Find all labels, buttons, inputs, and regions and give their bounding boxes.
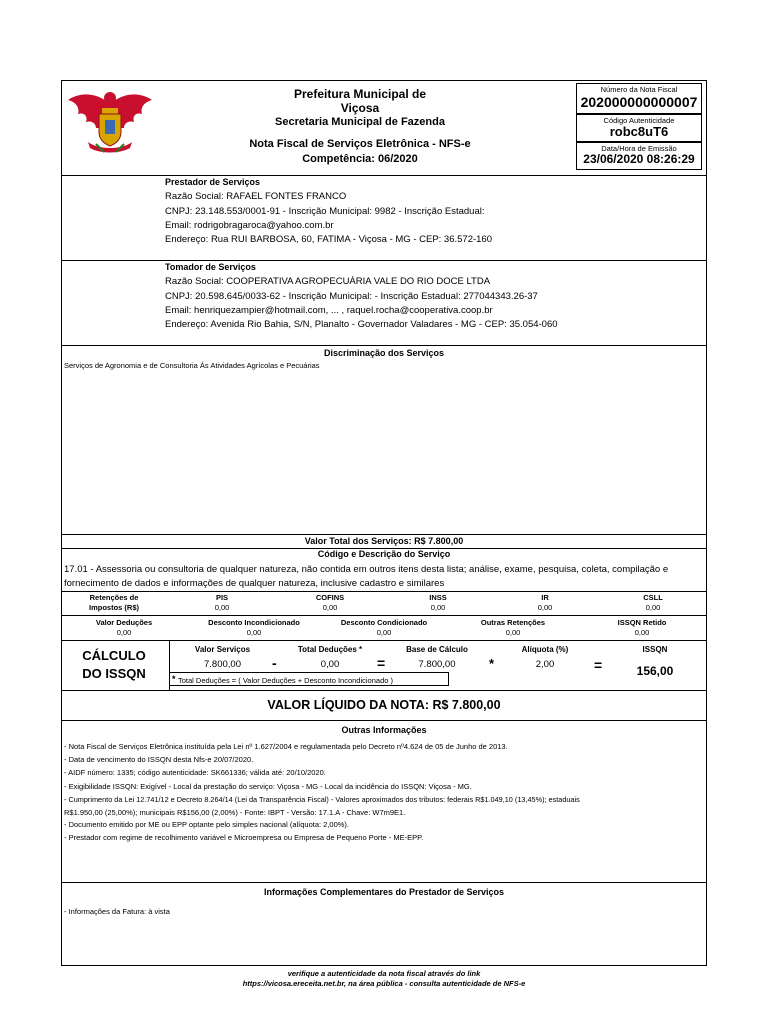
issqn-retido-label: ISSQN Retido: [617, 618, 667, 627]
footer-link[interactable]: https://vicosa.ereceita.net.br, na área pública - consulta autenticidade de NFS-e: [242, 979, 526, 988]
note-box: [169, 672, 449, 686]
codigo-autenticidade-box: [576, 114, 702, 142]
competencia: Competência: 06/2020: [302, 153, 418, 165]
valor-deducoes-label: Valor Deduções: [95, 618, 153, 627]
outras-info-line: - Documento emitido por ME ou EPP optante pelo simples nacional (alíquota: 2,00%).: [64, 820, 350, 829]
equals-operator: =: [594, 657, 603, 673]
valor-servicos-label: Valor Serviços: [194, 645, 251, 654]
tomador-razao: Razão Social: COOPERATIVA AGROPECUÁRIA VALE DO RIO DOCE LTDA: [165, 276, 491, 287]
base-calculo-label: Base de Cálculo: [406, 645, 468, 654]
outras-info-line: - Nota Fiscal de Serviços Eletrônica instituída pela Lei nº 1.627/2004 e regulamentada pelo Decreto nº4.624 de 05 de Junho de 2013.: [64, 742, 508, 751]
tomador-email: Email: henriquezampier@hotmail.com, ... , raquel.rocha@cooperativa.coop.br: [165, 305, 493, 316]
outras-info-line: - Prestador com regime de recolhimento variável e Microempresa ou Empresa de Pequeno Porte - ME-EPP.: [64, 833, 424, 842]
calculo-title: CÁLCULO: [82, 648, 146, 663]
codigo-servico-line2: fornecimento de dados e informações de qualquer natureza, inclusive cadastro e similares: [64, 578, 445, 589]
divider: [61, 534, 707, 535]
issqn-retido-value: 0,00: [634, 628, 650, 637]
numero-nota-label: Número da Nota Fiscal: [600, 85, 678, 94]
valor-total-servicos: Valor Total dos Serviços: R$ 7.800,00: [304, 536, 464, 546]
outras-info-line: - AIDF número: 1335; código autenticidade: SK661336; válida até: 20/10/2020.: [64, 768, 326, 777]
codigo-servico-title: Código e Descrição do Serviço: [317, 549, 451, 559]
ir-value: 0,00: [537, 603, 553, 612]
discriminacao-title: Discriminação dos Serviços: [323, 348, 445, 358]
divider: [61, 345, 707, 346]
codigo-servico-line1: 17.01 - Assessoria ou consultoria de qualquer natureza, não contida em outros itens desta lista; análise, exame, pesquisa, coleta, compilação e: [64, 564, 669, 575]
aliquota-label: Alíquota (%): [521, 645, 569, 654]
discriminacao-text: Serviços de Agronomia e de Consultoria Ás Atividades Agrícolas e Pecuárias: [64, 361, 320, 370]
multiply-operator: *: [489, 656, 495, 671]
numero-nota-value: 202000000000007: [580, 94, 698, 110]
calculo-title: DO ISSQN: [82, 666, 146, 681]
data-emissao-value: 23/06/2020 08:26:29: [583, 152, 695, 166]
total-deducoes-label: Total Deduções *: [297, 645, 363, 654]
prestador-endereco: Endereço: Rua RUI BARBOSA, 60, FATIMA - Viçosa - MG - CEP: 36.572-160: [165, 234, 493, 245]
tomador-endereco: Endereço: Avenida Rio Bahia, S/N, Planalto - Governador Valadares - MG - CEP: 35.054-060: [165, 319, 558, 330]
divider: [61, 260, 707, 261]
city-name: Viçosa: [340, 101, 380, 115]
prestador-email: Email: rodrigobragaroca@yahoo.com.br: [165, 220, 334, 231]
pis-label: PIS: [215, 593, 229, 602]
outras-info-line: - Cumprimento da Lei 12.741/12 e Decreto 8.264/14 (Lei da Transparência Fiscal) - Valores aproximados dos tributos: federais R$1.049,10 (13,45%); estaduais: [64, 795, 580, 804]
pis-value: 0,00: [214, 603, 230, 612]
divider: [61, 615, 707, 616]
prefeitura-title: Prefeitura Municipal de: [293, 87, 427, 101]
codigo-autenticidade-value: robc8uT6: [609, 124, 669, 139]
outras-informacoes-title: Outras Informações: [341, 725, 427, 735]
document-title: Nota Fiscal de Serviços Eletrônica - NFS-e: [249, 138, 471, 150]
minus-operator: -: [272, 655, 277, 671]
outras-info-line: - Data de vencimento do ISSQN desta Nfs-e 20/07/2020.: [64, 755, 254, 764]
valor-deducoes-value: 0,00: [116, 628, 132, 637]
cofins-label: COFINS: [315, 593, 345, 602]
divider: [61, 591, 707, 592]
numero-nota-box: [576, 83, 702, 114]
divider: [61, 882, 707, 883]
csll-value: 0,00: [645, 603, 661, 612]
csll-label: CSLL: [643, 593, 663, 602]
valor-liquido-nota: VALOR LÍQUIDO DA NOTA: R$ 7.800,00: [267, 698, 501, 712]
outras-retencoes-value: 0,00: [505, 628, 521, 637]
tomador-cnpj: CNPJ: 20.598.645/0033-62 - Inscrição Municipal: - Inscrição Estadual: 277044343.26-37: [165, 291, 538, 302]
prestador-razao: Razão Social: RAFAEL FONTES FRANCO: [165, 191, 347, 202]
desconto-incondicionado-value: 0,00: [246, 628, 262, 637]
codigo-autenticidade-label: Código Autenticidade: [603, 116, 675, 125]
divider: [61, 720, 707, 721]
total-deducoes-value: 0,00: [320, 659, 340, 670]
ir-label: IR: [541, 593, 549, 602]
note-asterisk: *: [172, 674, 176, 684]
aliquota-value: 2,00: [535, 659, 555, 670]
base-calculo-value: 7.800,00: [418, 659, 456, 670]
total-deducoes-note: Total Deduções = ( Valor Deduções + Desconto Incondicionado ): [178, 676, 393, 685]
coat-of-arms-icon: [66, 86, 154, 158]
issqn-label: ISSQN: [642, 645, 668, 654]
data-emissao-box: [576, 142, 702, 170]
divider: [61, 640, 707, 641]
secretaria-title: Secretaria Municipal de Fazenda: [275, 116, 445, 128]
tomador-title: Tomador de Serviços: [165, 262, 256, 272]
prestador-cnpj: CNPJ: 23.148.553/0001-91 - Inscrição Municipal: 9982 - Inscrição Estadual:: [165, 206, 485, 217]
divider: [61, 690, 707, 691]
desconto-condicionado-value: 0,00: [376, 628, 392, 637]
outras-info-line: R$1.950,00 (25,00%); municipais R$156,00 (2,00%) - Fonte: IBPT - Versão: 17.1.A - Chave: W7m9E1.: [64, 808, 406, 817]
divider: [61, 175, 707, 176]
complementares-title: Informações Complementares do Prestador de Serviços: [263, 887, 505, 897]
equals-operator: =: [377, 655, 386, 671]
inss-value: 0,00: [430, 603, 446, 612]
issqn-value: 156,00: [636, 664, 674, 678]
footer-verify: verifique a autenticidade da nota fiscal através do link: [287, 969, 481, 978]
retencoes-label: Retenções de: [89, 593, 139, 602]
outras-info-line: - Exigibilidade ISSQN: Exigível - Local da prestação do serviço: Viçosa - MG - Local da incidência do ISSQN: Viçosa - MG.: [64, 782, 472, 791]
data-emissao-label: Data/Hora de Emissão: [601, 144, 677, 153]
complementares-text: - Informações da Fatura: à vista: [64, 907, 170, 916]
desconto-incondicionado-label: Desconto Incondicionado: [208, 618, 300, 627]
prestador-title: Prestador de Serviços: [165, 177, 261, 187]
inss-label: INSS: [429, 593, 447, 602]
cofins-value: 0,00: [322, 603, 338, 612]
retencoes-label: Impostos (R$): [88, 603, 139, 612]
desconto-condicionado-label: Desconto Condicionado: [340, 618, 428, 627]
outras-retencoes-label: Outras Retenções: [480, 618, 546, 627]
valor-servicos-value: 7.800,00: [204, 659, 241, 670]
